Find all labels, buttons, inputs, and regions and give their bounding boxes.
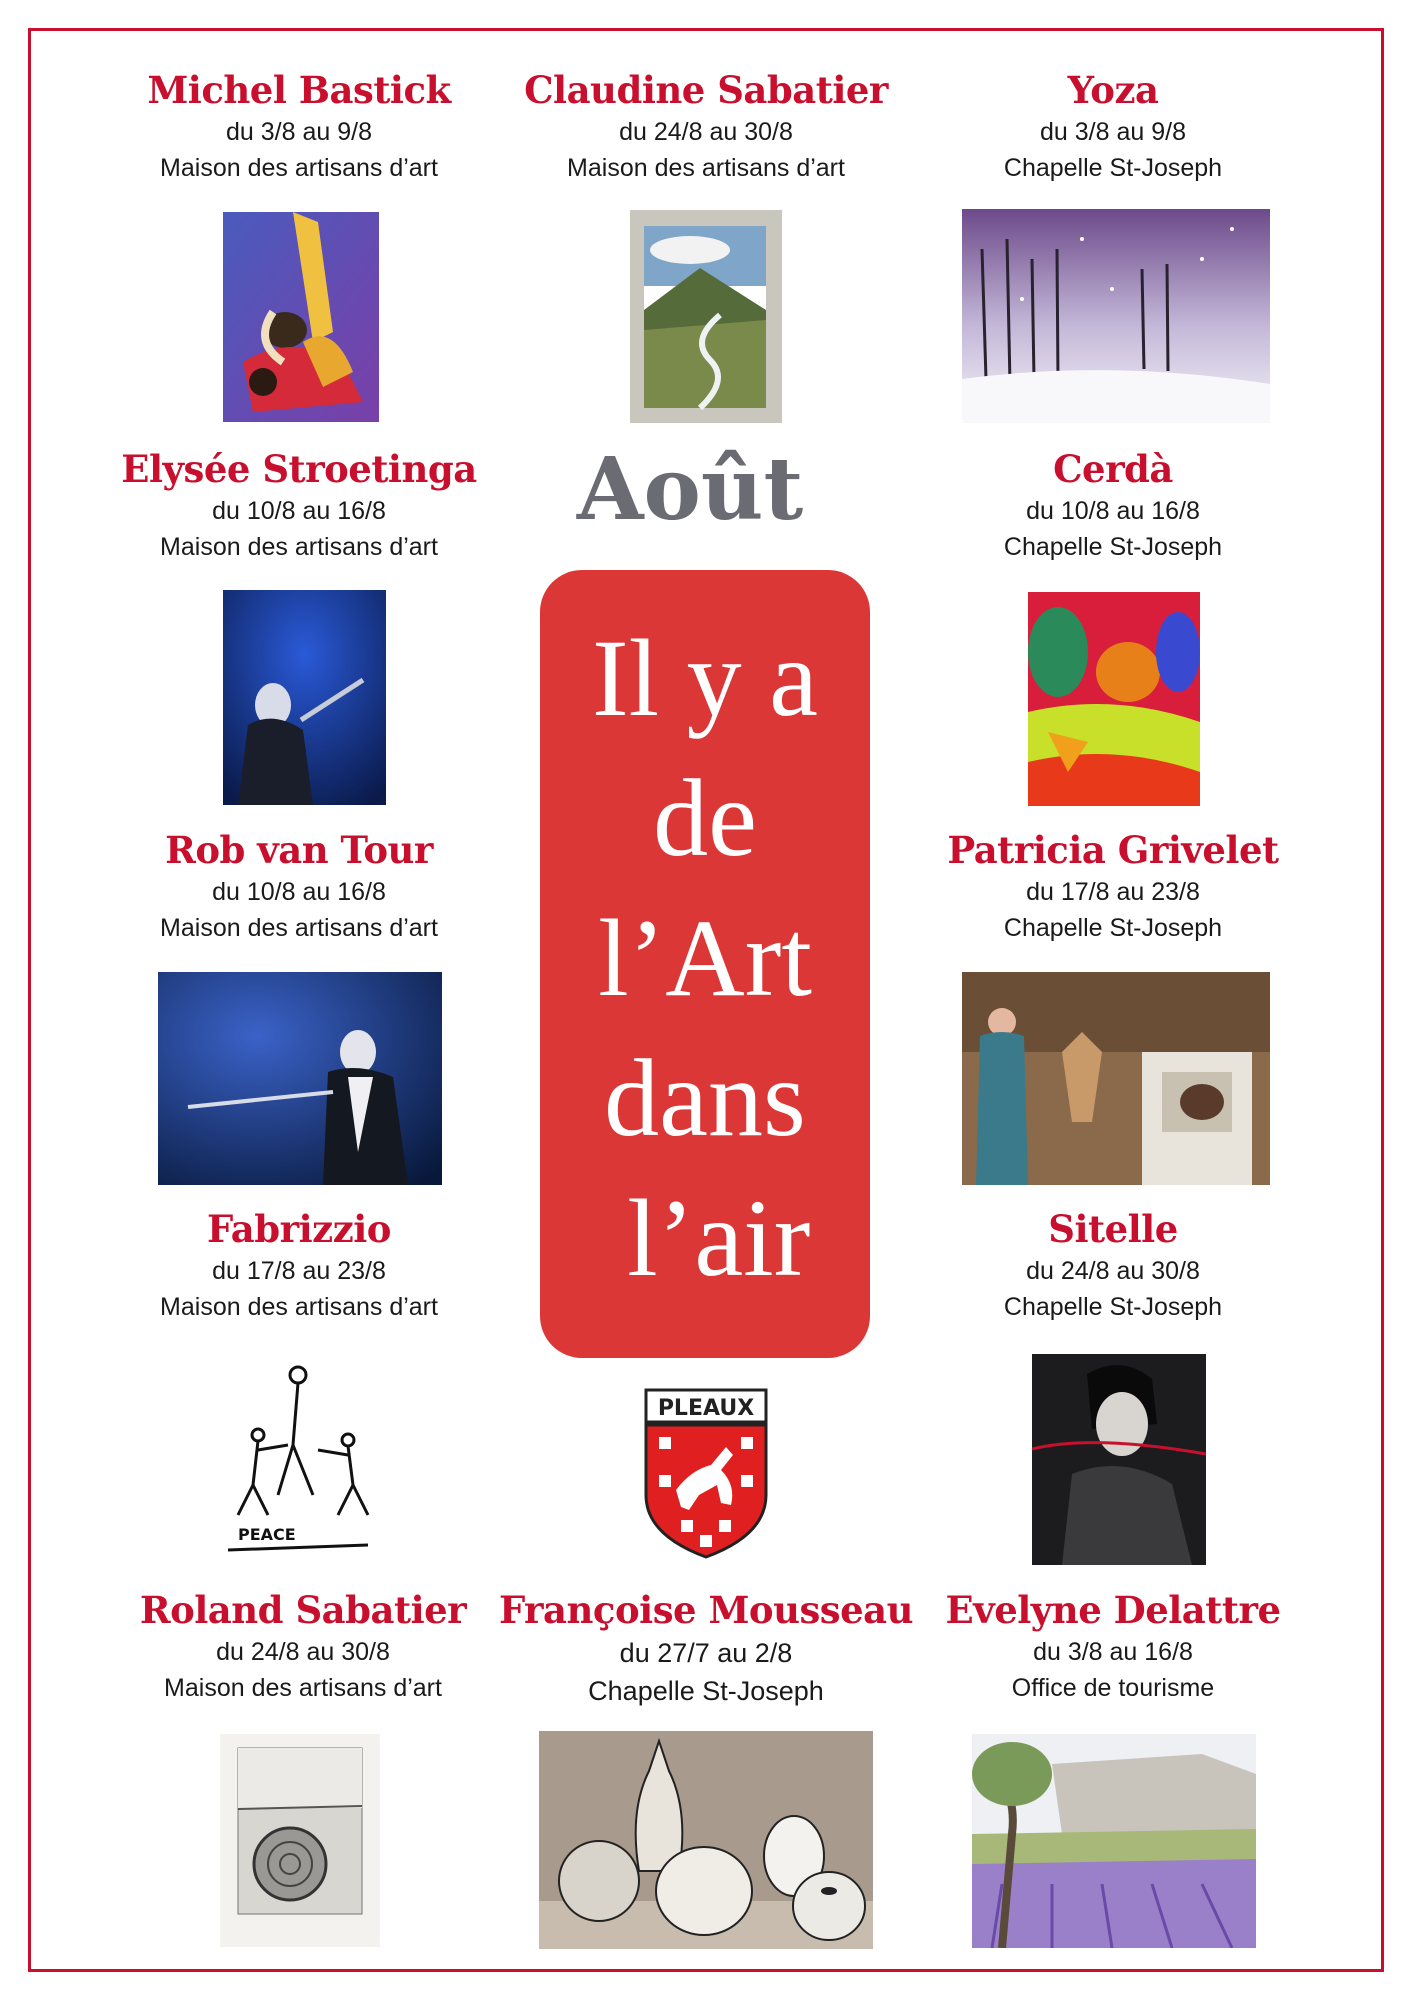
artist-dates: du 27/7 au 2/8 bbox=[619, 1638, 793, 1668]
artist-venue: Maison des artisans d’art bbox=[160, 914, 438, 942]
artist-name: Rob van Tour bbox=[165, 828, 433, 872]
artwork-volcano-landscape bbox=[630, 210, 782, 423]
artist-venue: Maison des artisans d’art bbox=[160, 1293, 438, 1321]
artwork-hay-bale-etching bbox=[220, 1734, 380, 1947]
artist-dates: du 24/8 au 30/8 bbox=[1026, 1257, 1200, 1285]
artwork-ink-figures bbox=[218, 1355, 383, 1563]
headline-line-5: l’air bbox=[599, 1177, 811, 1299]
artist-name: Fabrizzio bbox=[207, 1207, 391, 1251]
headline-line-1: Il y a bbox=[591, 617, 818, 739]
artist-rob-van-tour bbox=[89, 826, 509, 946]
artist-name: Claudine Sabatier bbox=[524, 68, 888, 112]
artist-elysee-stroetinga bbox=[89, 445, 509, 565]
artist-venue: Chapelle St-Joseph bbox=[1003, 914, 1223, 942]
artist-venue: Chapelle St-Joseph bbox=[1003, 154, 1223, 182]
artwork-lavender-watercolor bbox=[972, 1734, 1256, 1948]
artist-dates: du 10/8 au 16/8 bbox=[212, 497, 386, 525]
artist-name: Cerdà bbox=[1053, 447, 1173, 491]
headline-line-3: l’Art bbox=[598, 897, 812, 1019]
artist-francoise-mousseau bbox=[496, 1586, 916, 1710]
artwork-raku-vases bbox=[539, 1731, 873, 1949]
artist-name: Elysée Stroetinga bbox=[121, 447, 477, 491]
artist-venue: Maison des artisans d’art bbox=[160, 533, 438, 561]
crest-label: PLEAUX bbox=[657, 1396, 755, 1421]
artist-dates: du 10/8 au 16/8 bbox=[1026, 497, 1200, 525]
artist-roland-sabatier bbox=[93, 1586, 513, 1706]
artist-dates: du 17/8 au 23/8 bbox=[212, 1257, 386, 1285]
artist-yoza bbox=[903, 66, 1323, 186]
artist-name: Françoise Mousseau bbox=[498, 1588, 914, 1632]
artist-dates: du 10/8 au 16/8 bbox=[212, 878, 386, 906]
artist-name: Yoza bbox=[1067, 68, 1159, 112]
pleaux-crest bbox=[641, 1385, 771, 1560]
artist-michel-bastick bbox=[89, 66, 509, 186]
artist-dates: du 24/8 au 30/8 bbox=[619, 118, 793, 146]
artist-name: Sitelle bbox=[1048, 1207, 1178, 1251]
artist-dates: du 17/8 au 23/8 bbox=[1026, 878, 1200, 906]
artist-dates: du 3/8 au 9/8 bbox=[1040, 118, 1186, 146]
month-title: Août bbox=[576, 439, 804, 540]
headline-panel bbox=[540, 570, 870, 1358]
artist-name: Roland Sabatier bbox=[139, 1588, 467, 1632]
artist-venue: Chapelle St-Joseph bbox=[588, 1676, 824, 1706]
artwork-woman-portrait bbox=[1032, 1354, 1206, 1565]
artist-venue: Maison des artisans d’art bbox=[567, 154, 845, 182]
artist-venue: Chapelle St-Joseph bbox=[1003, 1293, 1223, 1321]
artist-venue: Maison des artisans d’art bbox=[164, 1674, 442, 1702]
artist-dates: du 24/8 au 30/8 bbox=[216, 1638, 390, 1666]
artist-dates: du 3/8 au 9/8 bbox=[226, 118, 372, 146]
headline-line-2: de bbox=[653, 757, 757, 879]
artist-evelyne-delattre bbox=[903, 1586, 1323, 1706]
artwork-colorful-landscape bbox=[1028, 592, 1200, 806]
artist-sitelle bbox=[903, 1205, 1323, 1325]
artwork-sculpture-gallery bbox=[962, 972, 1270, 1185]
headline-line-4: dans bbox=[604, 1037, 806, 1159]
artist-patricia-grivelet bbox=[903, 826, 1323, 946]
artwork-blue-portrait bbox=[223, 590, 386, 805]
artist-name: Patricia Grivelet bbox=[947, 828, 1279, 872]
artwork-caption: PEACE bbox=[238, 1525, 296, 1544]
artwork-dancers-painting bbox=[223, 212, 379, 422]
artist-name: Evelyne Delattre bbox=[945, 1588, 1281, 1632]
artist-venue: Maison des artisans d’art bbox=[160, 154, 438, 182]
artwork-man-with-cane bbox=[158, 972, 442, 1185]
artist-fabrizzio bbox=[89, 1205, 509, 1325]
artist-dates: du 3/8 au 16/8 bbox=[1033, 1638, 1193, 1666]
artist-cerda bbox=[903, 445, 1323, 565]
artist-venue: Office de tourisme bbox=[1011, 1674, 1215, 1702]
artist-venue: Chapelle St-Joseph bbox=[1003, 533, 1223, 561]
artist-claudine-sabatier bbox=[496, 66, 916, 186]
artist-name: Michel Bastick bbox=[147, 68, 451, 112]
artwork-snowy-trees bbox=[962, 209, 1270, 423]
